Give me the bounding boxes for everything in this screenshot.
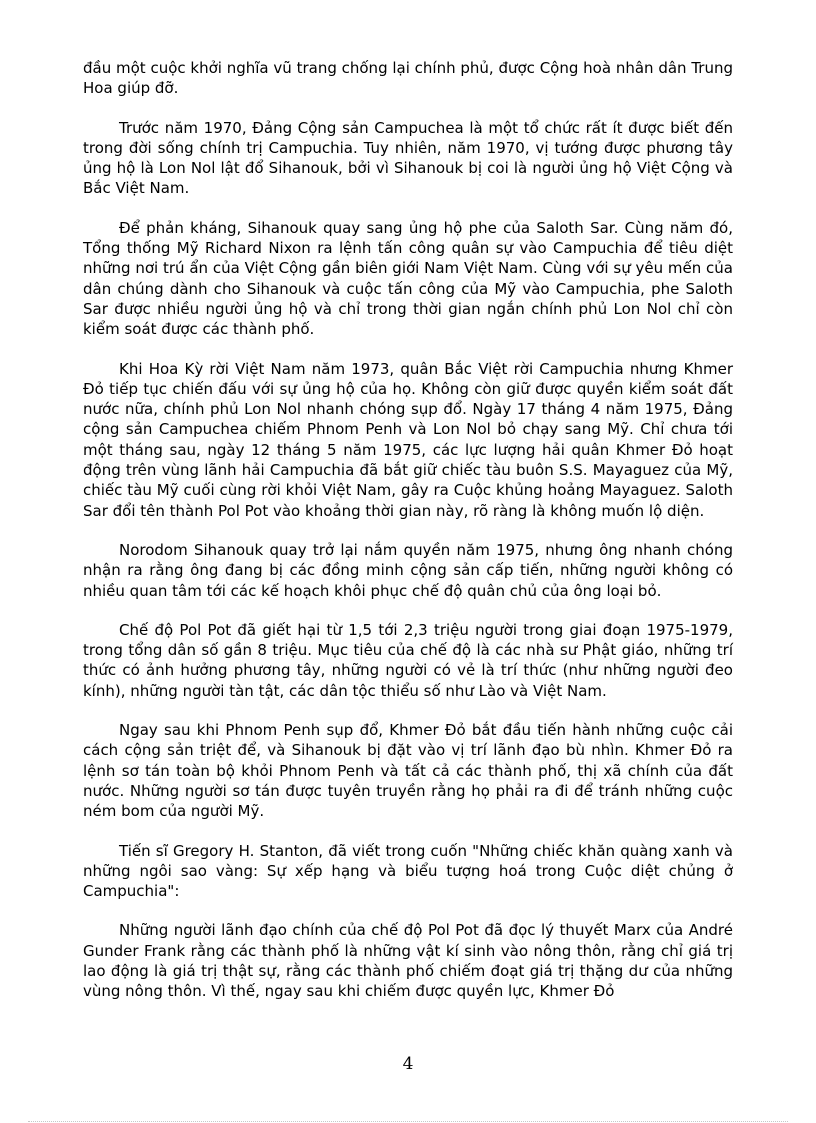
paragraph-5: Norodom Sihanouk quay trở lại nắm quyền năm 1975, nhưng ông nhanh chóng nhận ra rằng ông đang bị các đồng minh cộng sản cấp tiến, những người không có nhiều quan tâm tới các kế hoạch khôi phục chế độ quân chủ của ông loại bỏ. bbox=[83, 540, 733, 600]
paragraph-9: Những người lãnh đạo chính của chế độ Pol Pot đã đọc lý thuyết Marx của André Gunder Frank rằng các thành phố là những vật kí sinh vào nông thôn, rằng chỉ giá trị lao động là giá trị thật sự, rằng các thành phố chiếm đoạt giá trị thặng dư của những vùng nông thôn. Vì thế, ngay sau khi chiếm được quyền lực, Khmer Đỏ bbox=[83, 921, 733, 1001]
paragraph-6: Chế độ Pol Pot đã giết hại từ 1,5 tới 2,3 triệu người trong giai đoạn 1975-1979, trong tổng dân số gần 8 triệu. Mục tiêu của chế độ là các nhà sư Phật giáo, những trí thức có ảnh hưởng phương tây, những người có vẻ là trí thức (như những người đeo kính), những người tàn tật, các dân tộc thiểu số như Lào và Việt Nam. bbox=[83, 620, 733, 700]
paragraph-2: Trước năm 1970, Đảng Cộng sản Campuchea là một tổ chức rất ít được biết đến trong đời sống chính trị Campuchia. Tuy nhiên, năm 1970, vị tướng được phương tây ủng hộ là Lon Nol lật đổ Sihanouk, bởi vì Sihanouk bị coi là người ủng hộ Việt Cộng và Bắc Việt Nam. bbox=[83, 118, 733, 198]
page-bottom-divider bbox=[28, 1121, 788, 1122]
document-body bbox=[83, 58, 733, 1021]
paragraph-7: Ngay sau khi Phnom Penh sụp đổ, Khmer Đỏ bắt đầu tiến hành những cuộc cải cách cộng sản triệt để, và Sihanouk bị đặt vào vị trí lãnh đạo bù nhìn. Khmer Đỏ ra lệnh sơ tán toàn bộ khỏi Phnom Penh và tất cả các thành phố, thị xã chính của đất nước. Những người sơ tán được tuyên truyền rằng họ phải ra đi để tránh những cuộc ném bom của người Mỹ. bbox=[83, 721, 733, 821]
page-number: 4 bbox=[402, 1054, 414, 1074]
paragraph-3: Để phản kháng, Sihanouk quay sang ủng hộ phe của Saloth Sar. Cùng năm đó, Tổng thống Mỹ Richard Nixon ra lệnh tấn công quân sự vào Campuchia để tiêu diệt những nơi trú ẩn của Việt Cộng gần biên giới Nam Việt Nam. Cùng với sự yêu mến của dân chúng dành cho Sihanouk và cuộc tấn công của Mỹ vào Campuchia, phe Saloth Sar được nhiều người ủng hộ và chỉ trong thời gian ngắn chính phủ Lon Nol chỉ còn kiểm soát được các thành phố. bbox=[83, 218, 733, 339]
paragraph-4: Khi Hoa Kỳ rời Việt Nam năm 1973, quân Bắc Việt rời Campuchia nhưng Khmer Đỏ tiếp tục chiến đấu với sự ủng hộ của họ. Không còn giữ được quyền kiểm soát đất nước nữa, chính phủ Lon Nol nhanh chóng sụp đổ. Ngày 17 tháng 4 năm 1975, Đảng cộng sản Campuchea chiếm Phnom Penh và Lon Nol bỏ chạy sang Mỹ. Chỉ chưa tới một tháng sau, ngày 12 tháng 5 năm 1975, các lực lượng hải quân Khmer Đỏ hoạt động trên vùng lãnh hải Campuchia đã bắt giữ chiếc tàu buôn S.S. Mayaguez của Mỹ, chiếc tàu Mỹ cuối cùng rời khỏi Việt Nam, gây ra Cuộc khủng hoảng Mayaguez. Saloth Sar đổi tên thành Pol Pot vào khoảng thời gian này, rõ ràng là không muốn lộ diện. bbox=[83, 359, 733, 520]
paragraph-1: đầu một cuộc khởi nghĩa vũ trang chống lại chính phủ, được Cộng hoà nhân dân Trung Hoa giúp đỡ. bbox=[83, 59, 733, 98]
paragraph-8: Tiến sĩ Gregory H. Stanton, đã viết trong cuốn "Những chiếc khăn quàng xanh và những ngôi sao vàng: Sự xếp hạng và biểu tượng hoá trong Cuộc diệt chủng ở Campuchia": bbox=[83, 841, 733, 901]
